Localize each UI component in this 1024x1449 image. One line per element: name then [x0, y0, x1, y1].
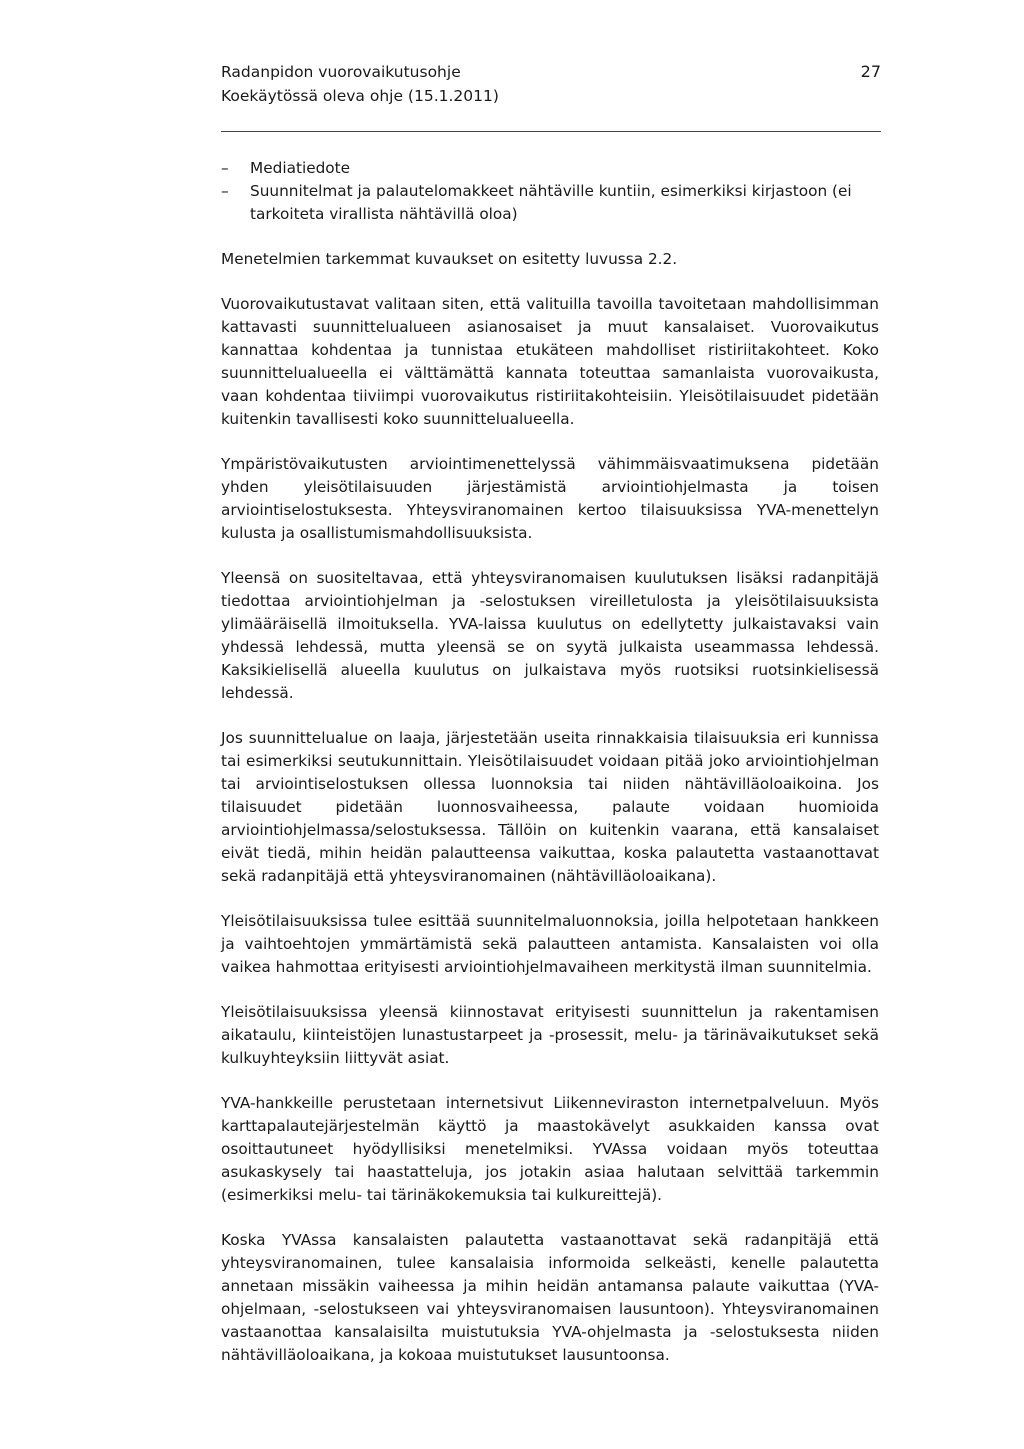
list-item — [221, 180, 879, 226]
list-item-text: Suunnitelmat ja palautelomakkeet nähtäville kuntiin, esimerkiksi kirjastoon (ei tarkoiteta virallista nähtävillä oloa) — [250, 182, 852, 223]
paragraph: Yleisötilaisuuksissa tulee esittää suunnitelmaluonnoksia, joilla helpotetaan hankkeen ja vaihtoehtojen ymmärtämistä sekä palautteen antamista. Kansalaisten voi olla vaikea hahmottaa erityisesti arviointiohjelmavaiheen merkitystä ilman suunnitelmia. — [221, 912, 879, 976]
bullet-list — [221, 157, 879, 226]
page-number: 27 — [860, 62, 881, 81]
paragraph: Ympäristövaikutusten arviointimenettelyssä vähimmäisvaatimuksena pidetään yhden yleisötilaisuuden järjestämistä arviointiohjelmasta ja toisen arviointiselostuksesta. Yhteysviranomainen kertoo tilaisuuksissa YVA-menettelyn kulusta ja osallistumismahdollisuuksista. — [221, 455, 879, 542]
dash-bullet: – — [221, 182, 229, 200]
paragraph: YVA-hankkeille perustetaan internetsivut Liikenneviraston internetpalveluun. Myös karttapalautejärjestelmän käyttö ja maastokävelyt asukkaiden kanssa ovat osoittautuneet hyödyllisiksi menetelmiksi. YVAssa voidaan myös toteuttaa asukaskysely tai haastatteluja, jos jotakin asiaa halutaan selvittää tarkemmin (esimerkiksi melu- tai tärinäkokemuksia tai kulkureittejä). — [221, 1094, 879, 1204]
paragraph: Yleisötilaisuuksissa yleensä kiinnostavat erityisesti suunnittelun ja rakentamisen aikataulu, kiinteistöjen lunastustarpeet ja -prosessit, melu- ja tärinävaikutukset sekä kulkuyhteyksiin liittyvät asiat. — [221, 1003, 879, 1067]
dash-bullet: – — [221, 159, 229, 177]
paragraph: Menetelmien tarkemmat kuvaukset on esitetty luvussa 2.2. — [221, 250, 678, 268]
paragraph: Koska YVAssa kansalaisten palautetta vastaanottavat sekä radanpitäjä että yhteysviranomainen, tulee kansalaisia informoida selkeästi, kenelle palautetta annetaan missäkin vaiheessa ja mihin heidän antamansa palaute vaikuttaa (YVA-ohjelmaan, -selostukseen vai yhteysviranomaisen lausuntoon). Yhteysviranomainen vastaanottaa kansalaisilta muistutuksia YVA-ohjelmasta ja -selostuksesta niiden nähtävilläoloaikana, ja kokoaa muistutukset lausuntoonsa. — [221, 1231, 879, 1364]
document-body — [221, 157, 879, 1389]
document-title: Radanpidon vuorovaikutusohje — [221, 63, 461, 81]
document-subtitle: Koekäytössä oleva ohje (15.1.2011) — [221, 87, 499, 105]
paragraph: Yleensä on suositeltavaa, että yhteysviranomaisen kuulutuksen lisäksi radanpitäjä tiedottaa arviointiohjelman ja -selostuksen vireilletulosta ja yleisötilaisuuksista ylimääräisellä ilmoituksella. YVA-laissa kuulutus on edellytetty julkaistavaksi vain yhdessä lehdessä, mutta yleensä se on syytä julkaista useammassa lehdessä. Kaksikielisellä alueella kuulutus on julkaistava myös ruotsiksi ruotsinkielisessä lehdessä. — [221, 569, 879, 702]
list-item-text: Mediatiedote — [250, 159, 351, 177]
paragraph: Jos suunnittelualue on laaja, järjestetään useita rinnakkaisia tilaisuuksia eri kunnissa tai esimerkiksi seutukunnittain. Yleisötilaisuudet voidaan pitää joko arviointiohjelman tai arviointiselostuksen ollessa luonnoksia tai niiden nähtävilläoloaikoina. Jos tilaisuudet pidetään luonnosvaiheessa, palaute voidaan huomioida arviointiohjelmassa/selostuksessa. Tällöin on kuitenkin vaarana, että kansalaiset eivät tiedä, mihin heidän palautteensa vaikuttaa, koska palautetta vastaanottavat sekä radanpitäjä että yhteysviranomainen (nähtävilläoloaikana). — [221, 729, 879, 885]
page-header — [221, 60, 881, 108]
header-divider — [221, 131, 881, 132]
list-item — [221, 157, 879, 180]
paragraph: Vuorovaikutustavat valitaan siten, että valituilla tavoilla tavoitetaan mahdollisimman kattavasti suunnittelualueen asianosaiset ja muut kansalaiset. Vuorovaikutus kannattaa kohdentaa ja tunnistaa etukäteen mahdolliset ristiriitakohteet. Koko suunnittelualueella ei välttämättä kannata toteuttaa samanlaista vuorovaikusta, vaan kohdentaa tiiviimpi vuorovaikutus ristiriitakohteisiin. Yleisötilaisuudet pidetään kuitenkin tavallisesti koko suunnittelualueella. — [221, 295, 879, 428]
